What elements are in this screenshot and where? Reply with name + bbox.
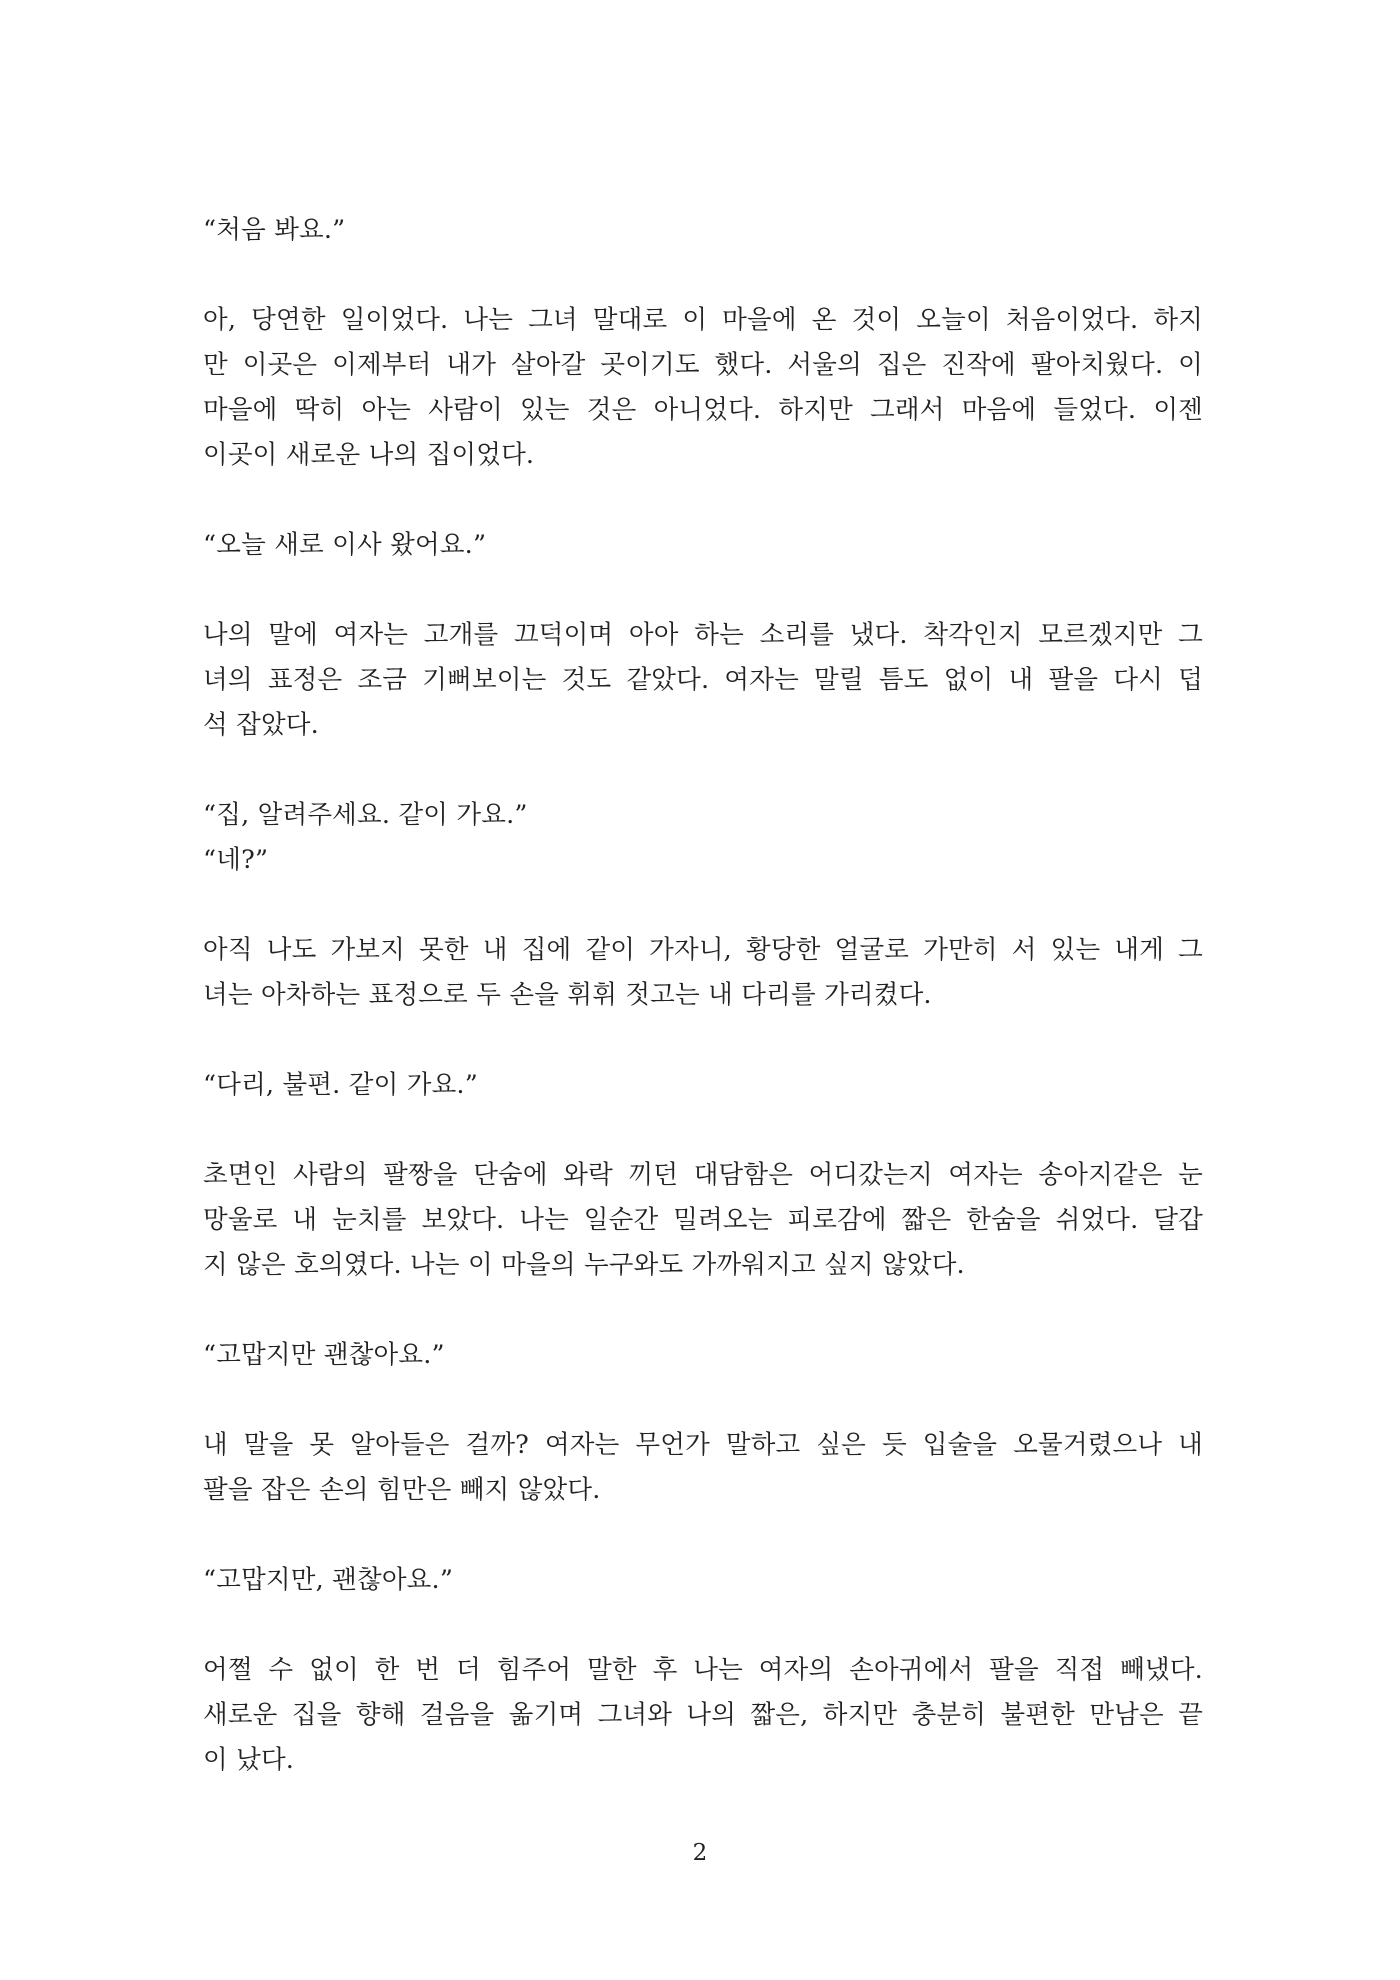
paragraph-gap bbox=[203, 1378, 1203, 1423]
dialogue-block bbox=[203, 1333, 1203, 1378]
text-line: 나의 말에 여자는 고개를 끄덕이며 아아 하는 소리를 냈다. 착각인지 모르겠지만 그 bbox=[203, 620, 1203, 650]
text-line: 만 이곳은 이제부터 내가 살아갈 곳이기도 했다. 서울의 집은 진작에 팔아치웠다. 이 bbox=[203, 350, 1203, 380]
dialogue-block bbox=[203, 793, 1203, 883]
paragraph-gap bbox=[203, 253, 1203, 298]
text-line: 팔을 잡은 손의 힘만은 빼지 않았다. bbox=[203, 1475, 601, 1505]
dialogue-block bbox=[203, 1063, 1203, 1108]
dialogue-line: “처음 봐요.” bbox=[203, 215, 346, 245]
text-line: 아, 당연한 일이었다. 나는 그녀 말대로 이 마을에 온 것이 오늘이 처음이었다. 하지 bbox=[203, 305, 1203, 335]
text-line: 어쩔 수 없이 한 번 더 힘주어 말한 후 나는 여자의 손아귀에서 팔을 직접 빼냈다. bbox=[203, 1655, 1203, 1685]
dialogue-line: “오늘 새로 이사 왔어요.” bbox=[203, 530, 487, 560]
text-line: 마을에 딱히 아는 사람이 있는 것은 아니었다. 하지만 그래서 마음에 들었다. 이젠 bbox=[203, 395, 1203, 425]
dialogue-block bbox=[203, 208, 1203, 253]
paragraph-gap bbox=[203, 1108, 1203, 1153]
text-line: 이곳이 새로운 나의 집이었다. bbox=[203, 440, 535, 470]
text-line: 아직 나도 가보지 못한 내 집에 같이 가자니, 황당한 얼굴로 가만히 서 있는 내게 그 bbox=[203, 935, 1203, 965]
dialogue-line: “다리, 불편. 같이 가요.” bbox=[203, 1070, 478, 1100]
paragraph-gap bbox=[203, 568, 1203, 613]
paragraph-gap bbox=[203, 883, 1203, 928]
paragraph-gap bbox=[203, 1288, 1203, 1333]
dialogue-line: “고맙지만, 괜찮아요.” bbox=[203, 1565, 454, 1595]
paragraph-gap bbox=[203, 1018, 1203, 1063]
paragraph-gap bbox=[203, 1513, 1203, 1558]
narrative-paragraph bbox=[203, 1648, 1203, 1783]
text-line: 석 잡았다. bbox=[203, 710, 319, 740]
text-line: 지 않은 호의였다. 나는 이 마을의 누구와도 가까워지고 싶지 않았다. bbox=[203, 1250, 965, 1280]
dialogue-line: “고맙지만 괜찮아요.” bbox=[203, 1340, 445, 1370]
paragraph-gap bbox=[203, 1603, 1203, 1648]
story-text-body bbox=[203, 208, 1203, 1783]
paragraph-gap bbox=[203, 478, 1203, 523]
text-line: 초면인 사람의 팔짱을 단숨에 와락 끼던 대담함은 어디갔는지 여자는 송아지같은 눈 bbox=[203, 1160, 1203, 1190]
text-line: 녀는 아차하는 표정으로 두 손을 휘휘 젓고는 내 다리를 가리켰다. bbox=[203, 980, 932, 1010]
text-line: 이 났다. bbox=[203, 1745, 295, 1775]
text-line: 내 말을 못 알아들은 걸까? 여자는 무언가 말하고 싶은 듯 입술을 오물거렸으나 내 bbox=[203, 1430, 1203, 1460]
dialogue-line: “집, 알려주세요. 같이 가요.” bbox=[203, 800, 528, 830]
text-line: 새로운 집을 향해 걸음을 옮기며 그녀와 나의 짧은, 하지만 충분히 불편한 만남은 끝 bbox=[203, 1700, 1203, 1730]
text-line: 녀의 표정은 조금 기뻐보이는 것도 같았다. 여자는 말릴 틈도 없이 내 팔을 다시 덥 bbox=[203, 665, 1203, 695]
dialogue-line: “네?” bbox=[203, 845, 269, 875]
narrative-paragraph bbox=[203, 298, 1203, 478]
paragraph-gap bbox=[203, 748, 1203, 793]
text-line: 망울로 내 눈치를 보았다. 나는 일순간 밀려오는 피로감에 짧은 한숨을 쉬었다. 달갑 bbox=[203, 1205, 1203, 1235]
narrative-paragraph bbox=[203, 928, 1203, 1018]
dialogue-block bbox=[203, 1558, 1203, 1603]
narrative-paragraph bbox=[203, 613, 1203, 748]
dialogue-block bbox=[203, 523, 1203, 568]
page-number: 2 bbox=[692, 1840, 708, 1866]
narrative-paragraph bbox=[203, 1153, 1203, 1288]
narrative-paragraph bbox=[203, 1423, 1203, 1513]
